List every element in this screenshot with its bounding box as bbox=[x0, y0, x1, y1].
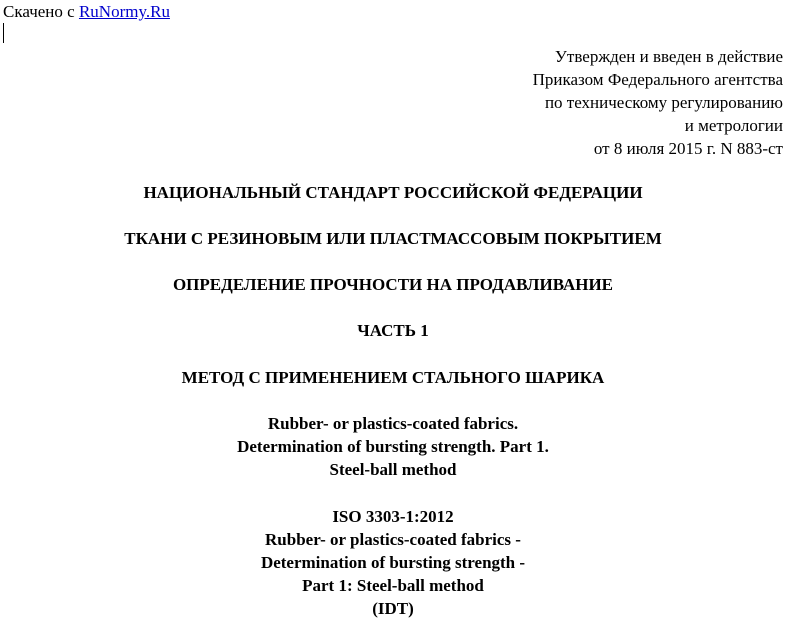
source-line bbox=[3, 2, 170, 22]
iso-code: ISO 3303-1:2012 bbox=[332, 507, 454, 526]
approval-line: Утвержден и введен в действие bbox=[554, 47, 783, 66]
runormy-link[interactable]: RuNormy.Ru bbox=[78, 2, 170, 21]
english-title-line: Rubber- or plastics-coated fabrics. bbox=[267, 414, 519, 433]
determination-heading: ОПРЕДЕЛЕНИЕ ПРОЧНОСТИ НА ПРОДАВЛИВАНИЕ bbox=[172, 275, 614, 294]
source-prefix: Скачено с bbox=[3, 2, 79, 21]
approval-line: от 8 июля 2015 г. N 883-ст bbox=[593, 139, 783, 158]
text-cursor bbox=[3, 23, 4, 43]
iso-title-line: Determination of bursting strength - bbox=[260, 553, 526, 572]
iso-title-line: Part 1: Steel-ball method bbox=[302, 576, 484, 595]
method-heading: МЕТОД С ПРИМЕНЕНИЕМ СТАЛЬНОГО ШАРИКА bbox=[181, 368, 605, 387]
iso-equivalence: (IDT) bbox=[372, 599, 414, 618]
part-heading: ЧАСТЬ 1 bbox=[357, 321, 429, 340]
approval-line: Приказом Федерального агентства bbox=[532, 70, 783, 89]
english-title-line: Steel-ball method bbox=[329, 460, 457, 479]
english-title bbox=[0, 412, 786, 481]
national-standard-heading: НАЦИОНАЛЬНЫЙ СТАНДАРТ РОССИЙСКОЙ ФЕДЕРАЦИИ bbox=[143, 183, 643, 202]
approval-block bbox=[533, 45, 783, 160]
iso-reference bbox=[0, 505, 786, 620]
approval-line: и метрологии bbox=[684, 116, 783, 135]
iso-title-line: Rubber- or plastics-coated fabrics - bbox=[265, 530, 521, 549]
english-title-line: Determination of bursting strength. Part 1. bbox=[237, 437, 549, 456]
approval-line: по техническому регулированию bbox=[544, 93, 783, 112]
subject-heading: ТКАНИ С РЕЗИНОВЫМ ИЛИ ПЛАСТМАССОВЫМ ПОКРЫТИЕМ bbox=[124, 229, 662, 248]
